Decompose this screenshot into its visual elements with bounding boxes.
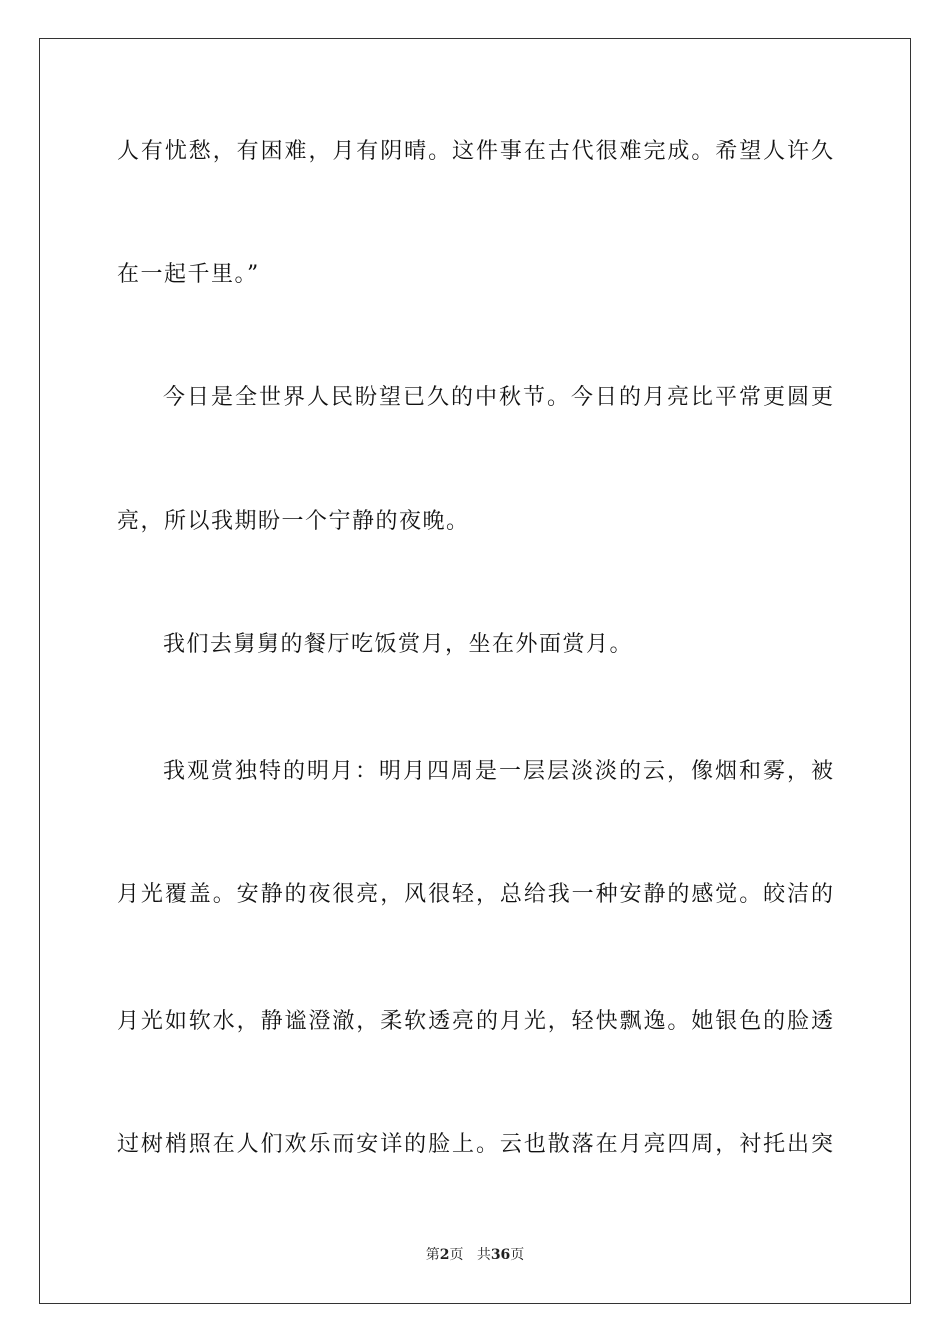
page-footer — [0, 1246, 950, 1264]
text-line: 过树梢照在人们欢乐而安详的脸上。云也散落在月亮四周，衬托出突 — [117, 1132, 833, 1157]
footer-total-prefix: 共 — [476, 1247, 491, 1263]
footer-prefix: 第 — [425, 1247, 440, 1263]
paragraph-first-line: 我们去舅舅的餐厅吃饭赏月，坐在外面赏月。 — [163, 632, 634, 657]
text-line: 月光覆盖。安静的夜很亮，风很轻，总给我一种安静的感觉。皎洁的 — [117, 882, 833, 907]
total-pages: 36 — [490, 1247, 511, 1263]
footer-page-suffix: 页 — [449, 1247, 464, 1263]
paragraph-first-line: 今日是全世界人民盼望已久的中秋节。今日的月亮比平常更圆更 — [163, 385, 833, 410]
text-line: 月光如软水，静谧澄澈，柔软透亮的月光，轻快飘逸。她银色的脸透 — [117, 1009, 833, 1034]
paragraph-first-line: 我观赏独特的明月：明月四周是一层层淡淡的云，像烟和雾，被 — [163, 759, 833, 784]
footer-total-suffix: 页 — [510, 1247, 525, 1263]
page-number: 2 — [439, 1247, 450, 1263]
page-border — [39, 38, 911, 1304]
text-line: 在一起千里。” — [117, 262, 260, 287]
text-line: 亮，所以我期盼一个宁静的夜晚。 — [117, 509, 470, 534]
text-line: 人有忧愁，有困难，月有阴晴。这件事在古代很难完成。希望人许久 — [117, 139, 833, 164]
